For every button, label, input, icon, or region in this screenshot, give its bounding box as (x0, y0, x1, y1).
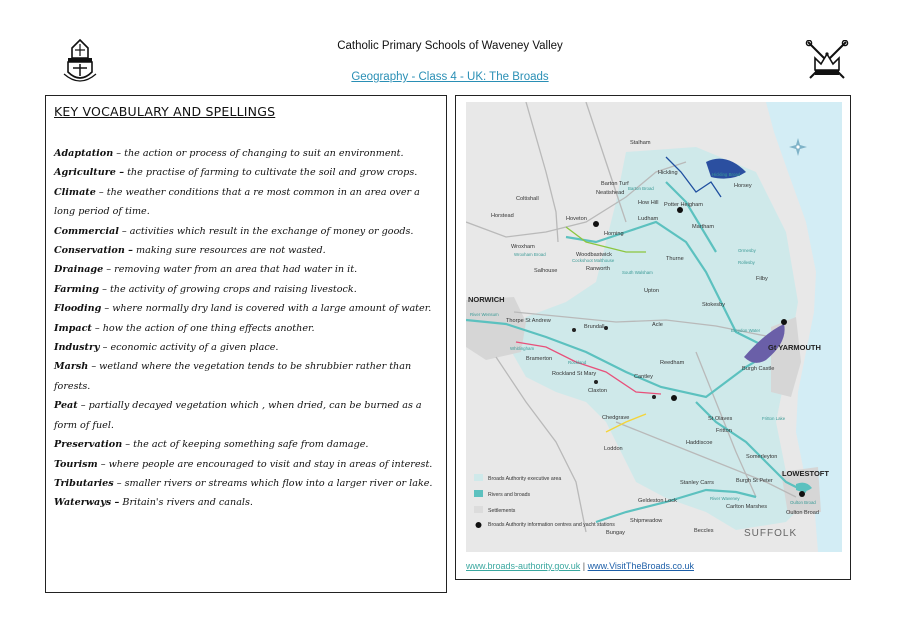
broad-label: Oulton Broad (790, 500, 816, 505)
town-label: Cantley (634, 374, 653, 380)
town-label: Bramerton (526, 356, 553, 362)
town-label: Wroxham (511, 244, 535, 250)
broads-authority-link[interactable]: www.broads-authority.gov.uk (466, 561, 581, 571)
vocab-definition: – the activity of growing crops and raising livestock. (99, 283, 357, 295)
town-label: Burgh St Peter (736, 478, 773, 484)
town-label: Hickling (658, 170, 678, 176)
broad-label: South Walsham (622, 270, 653, 275)
vocab-term: Flooding (54, 303, 102, 315)
vocab-term: Peat (54, 400, 78, 412)
vocab-definition: – economic activity of a given place. (99, 342, 279, 354)
town-label: Carlton Marshes (726, 504, 768, 510)
map-links (466, 561, 694, 571)
vocab-item (54, 455, 438, 474)
broad-label: River Waveney (710, 496, 740, 501)
town-label: Haddiscoe (686, 440, 713, 446)
town-label: Woodbastwick (576, 252, 612, 258)
vocab-item (54, 183, 438, 222)
norwich-label: NORWICH (468, 295, 505, 304)
broad-label: Cockshoot (572, 258, 593, 263)
vocab-definition: – where normally dry land is covered with a large amount of water. (101, 303, 432, 315)
town-label: Horstead (491, 213, 514, 219)
town-label: St Olaves (708, 416, 733, 422)
vocab-definition: – smaller rivers or streams which flow into a larger river or lake. (113, 477, 433, 489)
town-label: Acle (652, 322, 663, 328)
legend-label: Rivers and broads (488, 492, 531, 498)
vocabulary-panel (45, 95, 447, 593)
broad-label: Rollesby (738, 260, 755, 265)
town-label: Horning (604, 231, 624, 237)
town-label: Oulton Broad (786, 510, 819, 516)
legend-swatch-settlements (474, 506, 483, 513)
town-label: Reedham (660, 360, 685, 366)
vocab-item (54, 493, 438, 512)
vocab-definition: – the weather conditions that a re most common in an area over a long period of time. (54, 186, 420, 218)
school-title: Catholic Primary Schools of Waveney Valley (337, 40, 563, 52)
great-yarmouth-label: Gt YARMOUTH (768, 343, 821, 352)
legend-label: Settlements (488, 508, 516, 514)
vocab-term: Tributaries (54, 477, 114, 489)
town-label: Barton Turf (601, 181, 629, 187)
vocab-term: Adaptation (54, 148, 114, 159)
vocab-definition: making sure resources are not wasted. (132, 245, 326, 257)
town-label: Stanley Carrs (680, 480, 714, 486)
vocab-item (54, 396, 438, 435)
vocab-term: Tourism (54, 458, 98, 470)
vocab-item (54, 260, 438, 279)
vocab-definition: – removing water from an area that had water in it. (103, 264, 358, 276)
vocab-term: Waterways – (54, 497, 120, 509)
vocab-item (54, 222, 438, 241)
vocab-item (54, 474, 438, 493)
vocab-item (54, 299, 438, 318)
visit-the-broads-link[interactable]: www.VisitTheBroads.co.uk (587, 561, 694, 571)
vocab-item (54, 144, 438, 163)
town-label: Brundall (584, 324, 605, 330)
vocab-term: Commercial (54, 225, 119, 237)
town-label: Thurne (666, 256, 684, 262)
town-label: Horsey (734, 183, 752, 189)
town-label: Claxton (588, 388, 607, 394)
town-label: Potter Heigham (664, 202, 703, 208)
town-label: Somerleyton (746, 454, 778, 460)
broad-label: Malthouse (594, 258, 615, 263)
vocab-item (54, 319, 438, 338)
town-label: Ludham (638, 216, 659, 222)
vocab-item (54, 163, 438, 182)
broad-label: Barton Broad (628, 186, 654, 191)
vocab-definition: – how the action of one thing effects another. (91, 322, 315, 334)
page-subtitle-link[interactable]: Geography - Class 4 - UK: The Broads (351, 71, 549, 83)
town-label: How Hill (638, 200, 659, 206)
vocab-term: Agriculture – (54, 167, 125, 179)
vocab-item (54, 280, 438, 299)
town-label: Hoveton (566, 216, 587, 222)
town-label: Stalham (630, 140, 651, 146)
vocab-term: Preservation (54, 439, 123, 451)
vocab-term: Impact (54, 322, 92, 334)
town-label: Fritton (716, 428, 732, 434)
broads-map (466, 102, 842, 552)
vocab-item (54, 241, 438, 260)
broad-label: Breydon Water (731, 328, 761, 333)
town-label: Ranworth (586, 266, 610, 272)
vocab-definition: the practise of farming to cultivate the soil and grow crops. (124, 167, 418, 179)
town-label: Chedgrave (602, 415, 630, 421)
town-label: Filby (756, 276, 768, 282)
town-label: Stokesby (702, 302, 726, 308)
vocab-definition: – the action or process of changing to suit an environment. (113, 148, 404, 159)
vocab-definition: – the act of keeping something safe from damage. (122, 439, 369, 451)
vocab-item (54, 338, 438, 357)
legend-swatch-area (474, 474, 483, 481)
town-label: Thorpe St Andrew (506, 318, 551, 324)
vocab-term: Farming (54, 283, 100, 295)
town-label: Rockland St Mary (552, 371, 597, 377)
suffolk-label: SUFFOLK (744, 528, 798, 539)
town-label: Beccles (694, 528, 714, 534)
broad-label: Rockland (568, 360, 587, 365)
town-label: Bungay (606, 530, 625, 536)
town-label: Martham (692, 224, 715, 230)
broad-label: River Wensum (470, 312, 499, 317)
vocab-term: Marsh (54, 361, 89, 373)
town-label: Upton (644, 288, 659, 294)
vocab-definition: – activities which result in the exchange of money or goods. (118, 225, 414, 237)
vocab-term: Drainage (54, 264, 104, 276)
broad-label: Ormesby (738, 248, 756, 253)
broad-label: Hickling Broad (712, 172, 741, 177)
vocabulary-heading: KEY VOCABULARY AND SPELLINGS (54, 104, 276, 119)
town-label: Neatishead (596, 190, 625, 196)
town-label: Shipmeadow (630, 518, 663, 524)
broad-label: Fritton Lake (762, 416, 786, 421)
town-label: Coltishall (516, 196, 539, 202)
broads-map-panel (455, 95, 851, 580)
info-point-icon (476, 522, 482, 528)
broad-label: Wroxham Broad (514, 252, 546, 257)
town-label: Burgh Castle (742, 366, 775, 372)
broad-label: Whitlingham (510, 346, 535, 351)
vocab-term: Conservation – (54, 245, 133, 257)
vocabulary-list (54, 144, 438, 513)
vocab-definition: Britain's rivers and canals. (119, 497, 253, 509)
legend-swatch-rivers (474, 490, 483, 497)
vocab-term: Industry (54, 342, 100, 354)
town-label: Loddon (604, 446, 623, 452)
vocab-item (54, 435, 438, 454)
legend-label: Broads Authority information centres and yacht stations (488, 522, 615, 528)
legend-label: Broads Authority executive area (488, 476, 562, 482)
vocab-definition: – wetland where the vegetation tends to be shrubbier rather than forests. (54, 361, 412, 392)
link-separator: | (582, 561, 586, 571)
vocab-term: Climate (54, 186, 96, 198)
town-label: Geldeston Lock (638, 498, 677, 504)
lowestoft-label: LOWESTOFT (782, 469, 829, 478)
town-label: Salhouse (534, 268, 558, 274)
vocab-definition: – partially decayed vegetation which , when dried, can be burned as a form of fuel. (54, 400, 422, 431)
vocab-item (54, 357, 438, 396)
vocab-definition: – where people are encouraged to visit and stay in areas of interest. (97, 458, 433, 470)
